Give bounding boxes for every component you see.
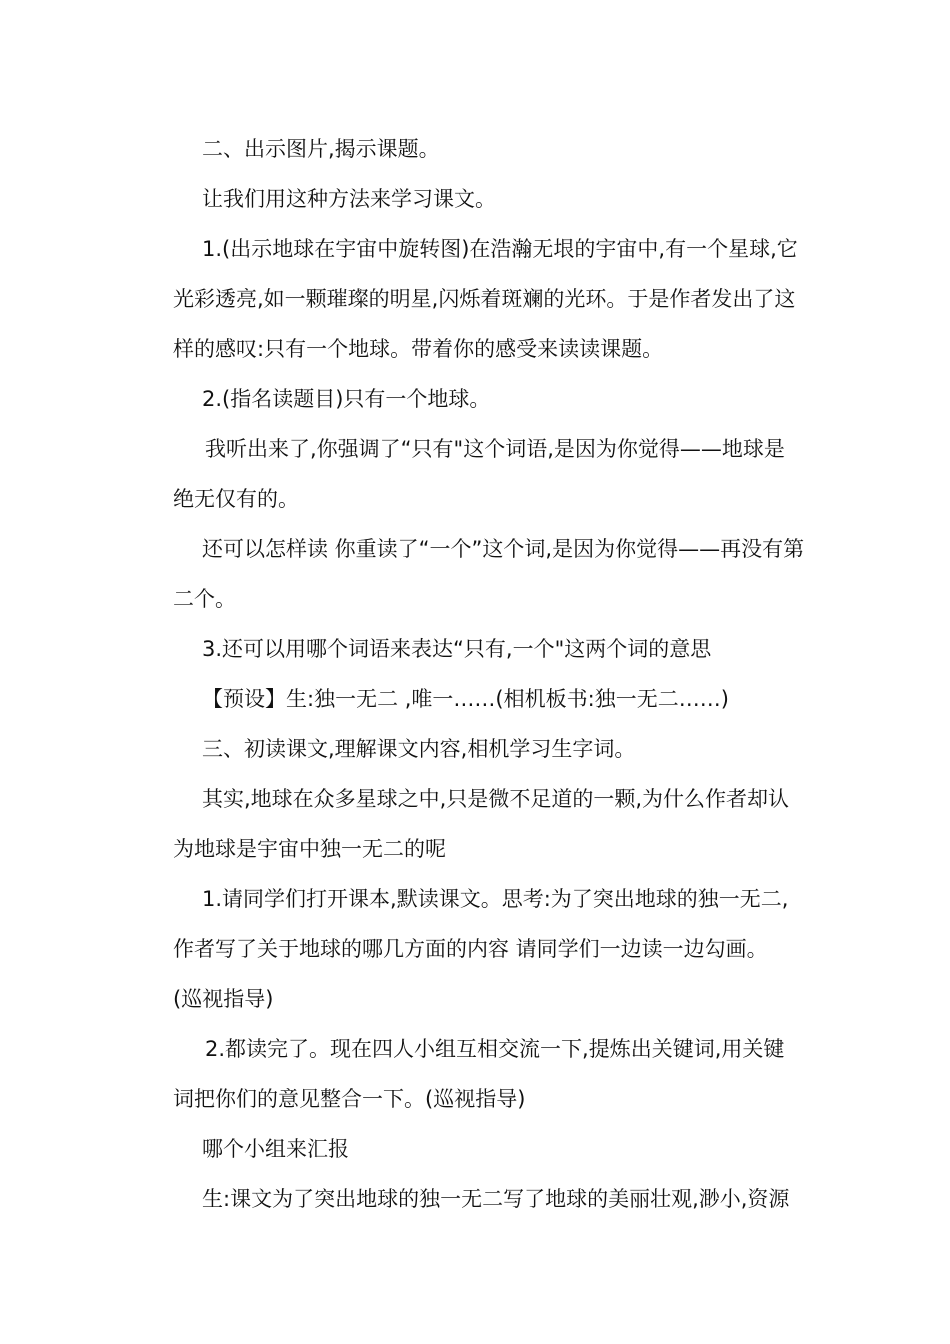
paragraph-reading-task-1	[144, 874, 810, 1024]
paragraph-step-2	[144, 374, 810, 424]
text-line: 2.(指名读题目)只有一个地球。	[202, 387, 491, 411]
paragraph-section-heading-2	[144, 124, 810, 174]
paragraph-intro	[144, 174, 810, 224]
paragraph-section-heading-3	[144, 724, 810, 774]
text-line: 哪个小组来汇报	[202, 1137, 349, 1161]
document-body	[144, 124, 810, 1224]
text-line: 词把你们的意见整合一下。(巡视指导)	[173, 1087, 526, 1111]
text-line: 3.还可以用哪个词语来表达“只有,一个"这两个词的意思	[202, 637, 712, 661]
text-line: 【预设】生:独一无二 ,唯一……(相机板书:独一无二……)	[202, 687, 729, 711]
text-line: 我听出来了,你强调了“只有"这个词语,是因为你觉得——地球是	[205, 437, 785, 461]
text-line: 1.请同学们打开课本,默读课文。思考:为了突出地球的独一无二,	[202, 887, 789, 911]
text-line: 还可以怎样读 你重读了“一个”这个词,是因为你觉得——再没有第	[202, 537, 805, 561]
text-line: 让我们用这种方法来学习课文。	[202, 187, 496, 211]
paragraph-student-answer	[144, 1174, 810, 1224]
text-line: 光彩透亮,如一颗璀璨的明星,闪烁着斑斓的光环。于是作者发出了这	[173, 287, 796, 311]
text-line: 样的感叹:只有一个地球。带着你的感受来读读课题。	[173, 337, 664, 361]
text-line: 其实,地球在众多星球之中,只是微不足道的一颗,为什么作者却认	[202, 787, 790, 811]
text-line: 三、初读课文,理解课文内容,相机学习生字词。	[202, 737, 636, 761]
text-line: 生:课文为了突出地球的独一无二写了地球的美丽壮观,渺小,资源	[202, 1187, 790, 1211]
paragraph-step-1	[144, 224, 810, 374]
paragraph-emphasis-one	[144, 524, 810, 624]
paragraph-reading-task-2	[144, 1024, 810, 1124]
paragraph-report-prompt	[144, 1124, 810, 1174]
text-line: 1.(出示地球在宇宙中旋转图)在浩瀚无垠的宇宙中,有一个星球,它	[202, 237, 798, 261]
paragraph-question	[144, 774, 810, 874]
paragraph-emphasis-only	[144, 424, 810, 524]
paragraph-step-3	[144, 624, 810, 674]
text-line: 为地球是宇宙中独一无二的呢	[173, 837, 446, 861]
text-line: 2.都读完了。现在四人小组互相交流一下,提炼出关键词,用关键	[205, 1037, 785, 1061]
text-line: 二个。	[173, 587, 236, 611]
text-line: (巡视指导)	[173, 987, 274, 1011]
text-line: 二、出示图片,揭示课题。	[202, 137, 440, 161]
text-line: 绝无仅有的。	[173, 487, 299, 511]
text-line: 作者写了关于地球的哪几方面的内容 请同学们一边读一边勾画。	[173, 937, 768, 961]
paragraph-preset	[144, 674, 810, 724]
